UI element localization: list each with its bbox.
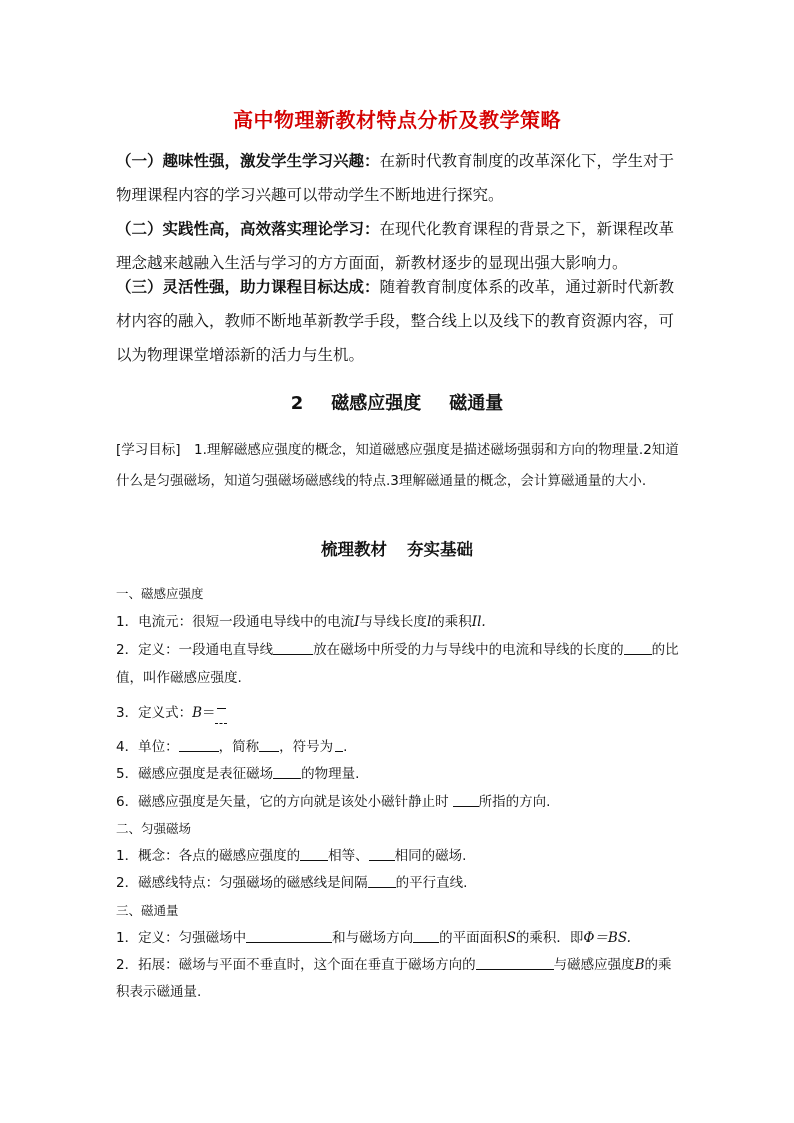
intro-heading-3: （三）灵活性强，助力课程目标达成： <box>116 278 380 296</box>
part1-item-2-text-c: 的比值，叫作磁感应强度. <box>116 642 679 686</box>
blank[interactable] <box>413 928 439 943</box>
part1-item-1 <box>116 609 682 635</box>
part1-item-4-text: 4．单位： <box>116 739 179 755</box>
blank[interactable] <box>246 928 332 943</box>
part2-item-1-text-c: 相同的磁场. <box>394 848 467 864</box>
intro-text-3: 随着教育制度体系的改革，通过新时代新教材内容的融入，教师不断地革新教学手段，整合线上以及线下的教育资源内容，可以为物理课堂增添新的活力与生机。 <box>116 278 675 364</box>
part3-item-1-text-c: 的平面面积 <box>439 930 507 946</box>
part1-item-2-text: 2．定义：一段通电直导线 <box>116 642 274 658</box>
subsection-title-a: 梳理教材 <box>321 540 387 559</box>
var-B: B <box>192 705 203 721</box>
blank[interactable] <box>368 873 396 888</box>
part1-item-1-text: 1．电流元：很短一段通电导线中的电流 <box>116 614 355 630</box>
part2-item-1 <box>116 843 682 869</box>
part1-item-5 <box>116 761 682 787</box>
part1-item-5-text-b: 的物理量. <box>301 766 360 782</box>
blank[interactable] <box>453 792 479 807</box>
part1-item-6 <box>116 789 682 815</box>
part1-heading: 一、磁感应强度 <box>116 586 204 601</box>
part1-item-6-text-b: 所指的方向. <box>478 794 551 810</box>
section-title-b: 磁通量 <box>449 393 504 414</box>
var-I: I <box>354 614 360 630</box>
blank[interactable] <box>300 846 328 861</box>
part1-item-6-text: 6．磁感应强度是矢量，它的方向就是该处小磁针静止时 <box>116 794 449 810</box>
part1-item-4 <box>116 734 682 760</box>
part2-item-1-text: 1．概念：各点的磁感应强度的 <box>116 848 301 864</box>
part1-item-2-text-b: 放在磁场中所受的力与导线中的电流和导线的长度的 <box>313 642 624 658</box>
blank[interactable] <box>369 846 395 861</box>
var-Il: Il. <box>471 614 486 630</box>
part1-item-3-text: 3．定义式： <box>116 705 193 721</box>
intro-paragraph-1 <box>116 144 682 212</box>
part2-item-2-text-b: 的平行直线. <box>395 875 468 891</box>
part2-heading: 二、匀强磁场 <box>116 821 192 836</box>
blank[interactable] <box>273 764 301 779</box>
var-B: B <box>634 957 645 973</box>
part2-item-2 <box>116 870 682 896</box>
section-number: 2 <box>290 393 304 414</box>
document-title: 高中物理新教材特点分析及教学策略 <box>233 108 561 132</box>
blank[interactable] <box>259 737 279 752</box>
blank[interactable] <box>335 737 343 752</box>
intro-heading-1: （一）趣味性强，激发学生学习兴趣： <box>116 152 380 170</box>
part1-item-4-text-b: ，简称 <box>218 739 260 755</box>
intro-heading-2: （二）实践性高，高效落实理论学习： <box>116 220 380 238</box>
part3-item-1 <box>116 925 682 951</box>
var-l: l <box>426 614 432 630</box>
part3-item-2-text-c: 的乘积表示磁通量. <box>116 957 672 1000</box>
equals-sign: ＝ <box>202 705 216 721</box>
intro-text-2: 在现代化教育课程的背景之下，新课程改革理念越来越融入生活与学习的方方面面，新教材逐步的显现出强大影响力。 <box>116 220 675 272</box>
part3-heading: 三、磁通量 <box>116 903 179 918</box>
var-S: S <box>506 930 516 946</box>
period: . <box>343 739 348 755</box>
part1-item-3 <box>116 700 682 726</box>
fraction-blank[interactable] <box>216 706 228 720</box>
part2-item-1-text-b: 相等、 <box>328 848 369 864</box>
part3-item-1-text-b: 和与磁场方向 <box>332 930 414 946</box>
part1-item-5-text: 5．磁感应强度是表征磁场 <box>116 766 274 782</box>
part2-item-2-text: 2．磁感线特点：匀强磁场的磁感线是间隔 <box>116 875 368 891</box>
learning-objectives: [学习目标] 1.理解磁感应强度的概念，知道磁感应强度是描述磁场强弱和方向的物理量.2知道什么是匀强磁场，知道匀强磁场磁感线的特点.3理解磁通量的概念，会计算磁通量的大小. <box>116 442 679 489</box>
part1-item-1-text-c: 的乘积 <box>431 614 472 630</box>
blank[interactable] <box>476 955 554 970</box>
part3-item-1-text: 1．定义：匀强磁场中 <box>116 930 247 946</box>
part3-item-2 <box>116 952 682 1006</box>
subsection-title <box>0 536 794 560</box>
part3-item-1-text-d: 的乘积．即 <box>515 930 584 946</box>
blank[interactable] <box>179 737 219 752</box>
part1-item-2 <box>116 636 682 692</box>
part1-item-4-text-c: ，符号为 <box>279 739 334 755</box>
part3-item-2-text: 2．拓展：磁场与平面不垂直时，这个面在垂直于磁场方向的 <box>116 957 476 973</box>
subsection-title-b: 夯实基础 <box>407 540 473 559</box>
section-title-a: 磁感应强度 <box>331 393 422 414</box>
intro-text-1: 在新时代教育制度的改革深化下，学生对于物理课程内容的学习兴趣可以带动学生不断地进行探究。 <box>116 152 675 204</box>
part3-item-2-text-b: 与磁感应强度 <box>553 957 635 973</box>
section-title <box>0 389 794 415</box>
blank[interactable] <box>624 640 652 655</box>
formula-flux: Φ＝BS. <box>583 930 631 946</box>
part1-item-1-text-b: 与导线长度 <box>359 614 427 630</box>
intro-paragraph-3 <box>116 270 682 372</box>
blank[interactable] <box>273 640 313 655</box>
